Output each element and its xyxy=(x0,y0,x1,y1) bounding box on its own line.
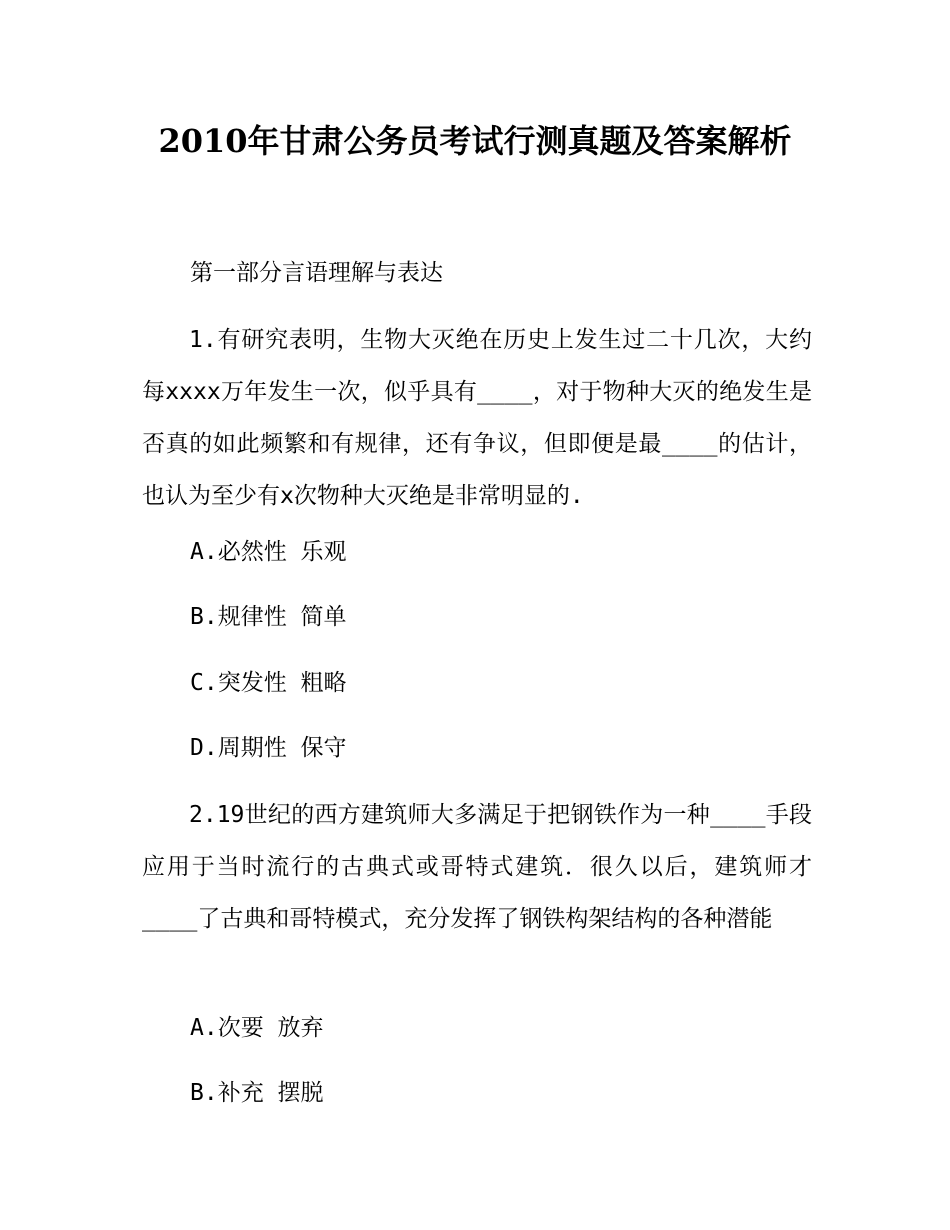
section-heading: 第一部分言语理解与表达 xyxy=(190,260,443,286)
question-1-text: 1.有研究表明，生物大灭绝在历史上发生过二十几次，大约每xxxx万年发生一次，似乎具有____，对于物种大灭的绝发生是否真的如此频繁和有规律，还有争议，但即便是最____的估计，也认为至少有x次物种大灭绝是非常明显的. xyxy=(142,327,812,509)
question-1-option-b: B.规律性 简单 xyxy=(190,604,347,630)
question-1-option-a: A.必然性 乐观 xyxy=(190,539,347,565)
question-2-text: 2.19世纪的西方建筑师大多满足于把钢铁作为一种____手段应用于当时流行的古典式或哥特式建筑．很久以后，建筑师才____了古典和哥特模式，充分发挥了钢铁构架结构的各种潜能 xyxy=(142,802,812,932)
document-title: 2010年甘肃公务员考试行测真题及答案解析 xyxy=(158,122,792,160)
question-2-option-a: A.次要 放弃 xyxy=(190,1015,324,1041)
question-1-option-d: D.周期性 保守 xyxy=(190,735,347,761)
question-2-option-b: B.补充 摆脱 xyxy=(190,1080,324,1106)
question-1-option-c: C.突发性 粗略 xyxy=(190,670,347,696)
